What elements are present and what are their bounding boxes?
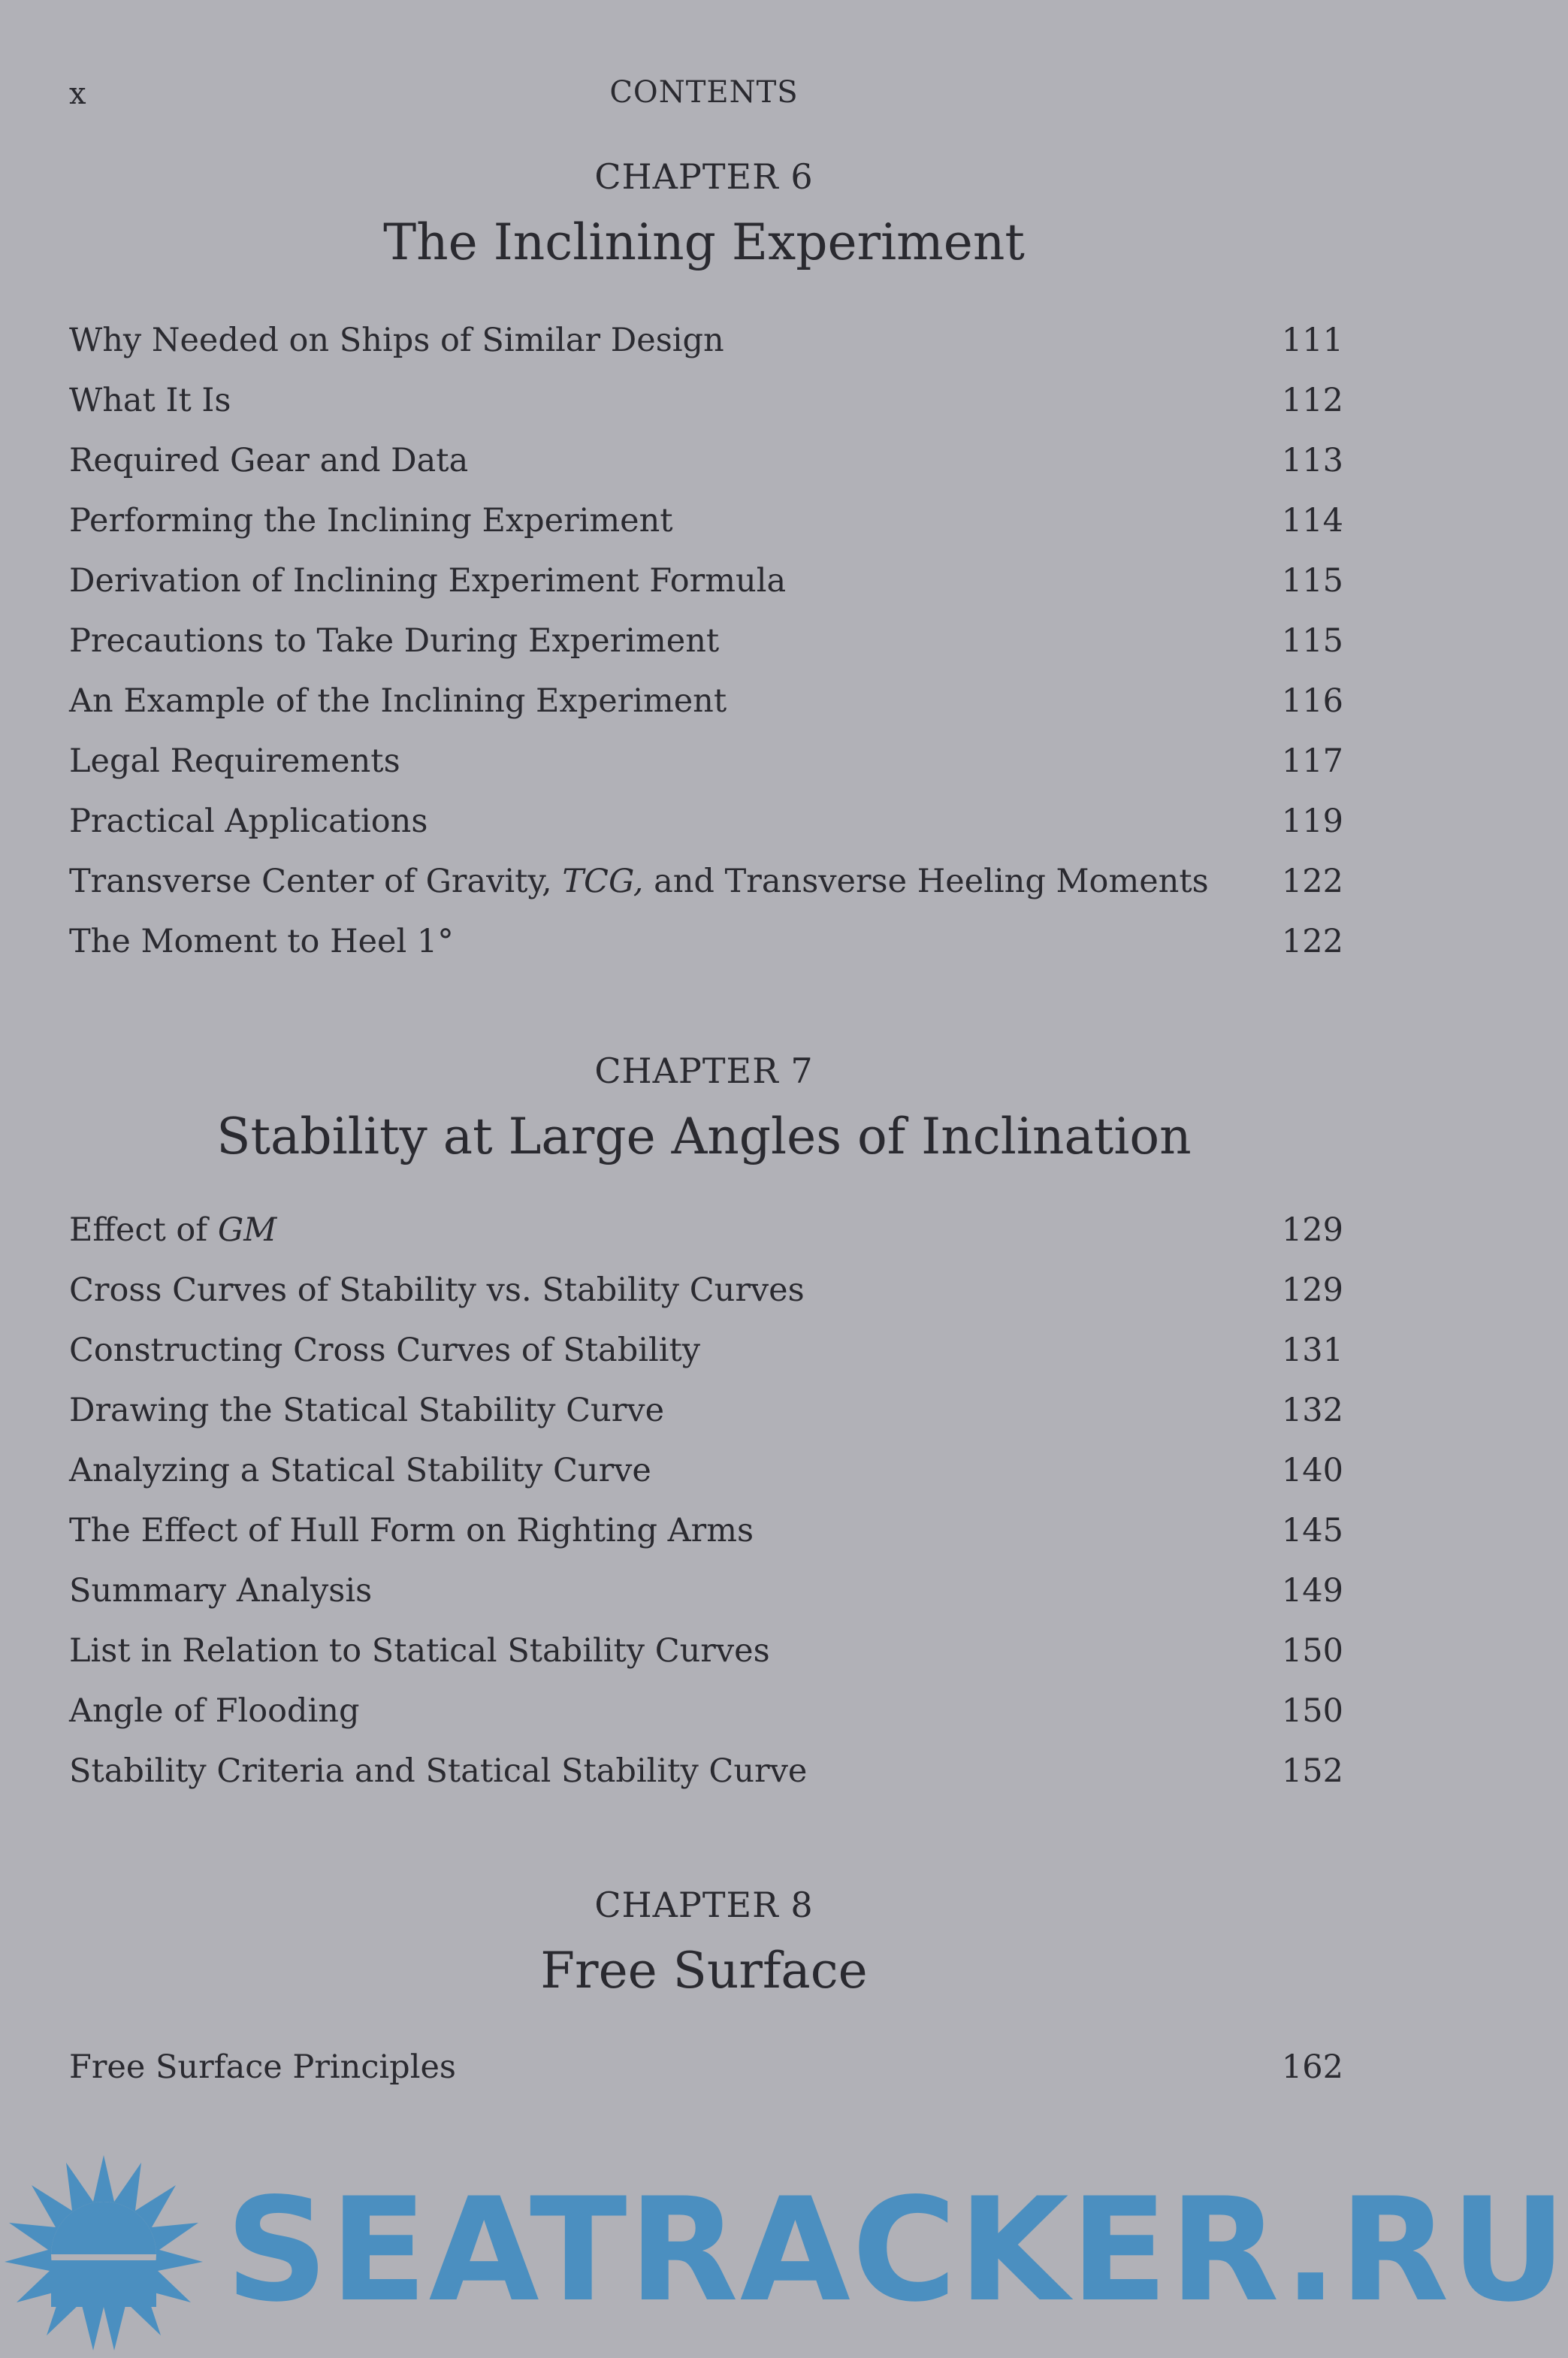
toc-entry-page: 145 <box>1281 1512 1343 1549</box>
toc-entry-title: Performing the Inclining Experiment <box>69 502 673 540</box>
sun-icon <box>5 2155 203 2350</box>
chapter-title: Free Surface <box>540 1942 868 2000</box>
toc-entry[interactable] <box>69 2048 1343 2109</box>
toc-entry-title: Effect of GM <box>69 1211 277 1249</box>
chapter-8-heading <box>0 1885 1408 2000</box>
chapter-label: CHAPTER 7 <box>594 1051 814 1091</box>
toc-entry[interactable] <box>69 622 1343 682</box>
chapter-label: CHAPTER 6 <box>594 156 814 197</box>
toc-entry-title: Constructing Cross Curves of Stability <box>69 1332 701 1369</box>
toc-entry-title: Legal Requirements <box>69 742 400 780</box>
toc-entry-page: 117 <box>1281 742 1343 780</box>
toc-entry-title: Angle of Flooding <box>69 1692 360 1730</box>
toc-entry-page: 122 <box>1281 923 1343 960</box>
toc-entry[interactable] <box>69 562 1343 622</box>
toc-entry-page: 119 <box>1281 803 1343 840</box>
toc-entry[interactable] <box>69 322 1343 382</box>
toc-entry-title: The Effect of Hull Form on Righting Arms <box>69 1512 754 1549</box>
toc-entry-page: 129 <box>1281 1271 1343 1309</box>
toc-entry[interactable] <box>69 1632 1343 1692</box>
toc-entry[interactable] <box>69 442 1343 502</box>
toc-entry[interactable] <box>69 1392 1343 1452</box>
toc-entry-title: Summary Analysis <box>69 1572 373 1610</box>
toc-entry[interactable] <box>69 682 1343 742</box>
toc-entry-title: An Example of the Inclining Experiment <box>69 682 727 720</box>
toc-entry[interactable] <box>69 382 1343 442</box>
toc-entry-title: List in Relation to Statical Stability Curves <box>69 1632 770 1670</box>
toc-entry-title: Stability Criteria and Statical Stability Curve <box>69 1752 808 1790</box>
toc-entry[interactable] <box>69 502 1343 562</box>
toc-entry-page: 150 <box>1281 1692 1343 1730</box>
toc-entry-page: 162 <box>1281 2048 1343 2086</box>
toc-entry-title: The Moment to Heel 1° <box>69 923 454 960</box>
toc-entry-page: 132 <box>1281 1392 1343 1429</box>
toc-entry-title: Transverse Center of Gravity, TCG, and Transverse Heeling Moments <box>69 863 1209 900</box>
toc-entry-title: Derivation of Inclining Experiment Formula <box>69 562 787 600</box>
toc-entry[interactable] <box>69 1271 1343 1332</box>
chapter-title: Stability at Large Angles of Inclination <box>216 1108 1192 1165</box>
toc-entry[interactable] <box>69 863 1343 923</box>
toc-entry[interactable] <box>69 923 1343 983</box>
toc-entry-title: Why Needed on Ships of Similar Design <box>69 322 724 359</box>
chapter-7-heading <box>0 1051 1408 1165</box>
chapter-7-entries <box>69 1211 1343 1812</box>
watermark-text: SEATRACKER.RU <box>225 2167 1568 2333</box>
toc-entry-title: Free Surface Principles <box>69 2048 456 2086</box>
toc-entry-page: 131 <box>1281 1332 1343 1369</box>
toc-entry-page: 149 <box>1281 1572 1343 1610</box>
toc-entry-title: What It Is <box>69 382 231 419</box>
chapter-6-entries <box>69 322 1343 983</box>
toc-entry-page: 112 <box>1281 382 1343 419</box>
page-number: x <box>69 77 86 111</box>
toc-entry-title: Cross Curves of Stability vs. Stability Curves <box>69 1271 805 1309</box>
toc-entry-page: 129 <box>1281 1211 1343 1249</box>
toc-entry[interactable] <box>69 1692 1343 1752</box>
toc-entry-title: Precautions to Take During Experiment <box>69 622 720 660</box>
toc-entry-title: Analyzing a Statical Stability Curve <box>69 1452 651 1489</box>
toc-entry-page: 140 <box>1281 1452 1343 1489</box>
running-head: CONTENTS <box>609 75 799 110</box>
toc-entry[interactable] <box>69 1332 1343 1392</box>
toc-entry-page: 115 <box>1281 622 1343 660</box>
toc-entry-page: 115 <box>1281 562 1343 600</box>
chapter-title: The Inclining Experiment <box>383 213 1025 271</box>
toc-entry-title: Practical Applications <box>69 803 428 840</box>
toc-entry-page: 122 <box>1281 863 1343 900</box>
toc-entry[interactable] <box>69 1512 1343 1572</box>
toc-entry-page: 150 <box>1281 1632 1343 1670</box>
toc-entry-page: 114 <box>1281 502 1343 540</box>
chapter-8-entries <box>69 2048 1343 2109</box>
toc-entry[interactable] <box>69 1452 1343 1512</box>
toc-entry-page: 116 <box>1281 682 1343 720</box>
toc-entry-title: Required Gear and Data <box>69 442 469 479</box>
toc-entry[interactable] <box>69 803 1343 863</box>
toc-entry-title: Drawing the Statical Stability Curve <box>69 1392 665 1429</box>
chapter-label: CHAPTER 8 <box>594 1885 814 1925</box>
toc-entry-page: 113 <box>1281 442 1343 479</box>
toc-entry-page: 111 <box>1281 322 1343 359</box>
chapter-6-heading <box>0 156 1408 271</box>
toc-entry[interactable] <box>69 1752 1343 1812</box>
toc-entry[interactable] <box>69 742 1343 803</box>
toc-entry-page: 152 <box>1281 1752 1343 1790</box>
toc-entry[interactable] <box>69 1211 1343 1271</box>
toc-entry[interactable] <box>69 1572 1343 1632</box>
